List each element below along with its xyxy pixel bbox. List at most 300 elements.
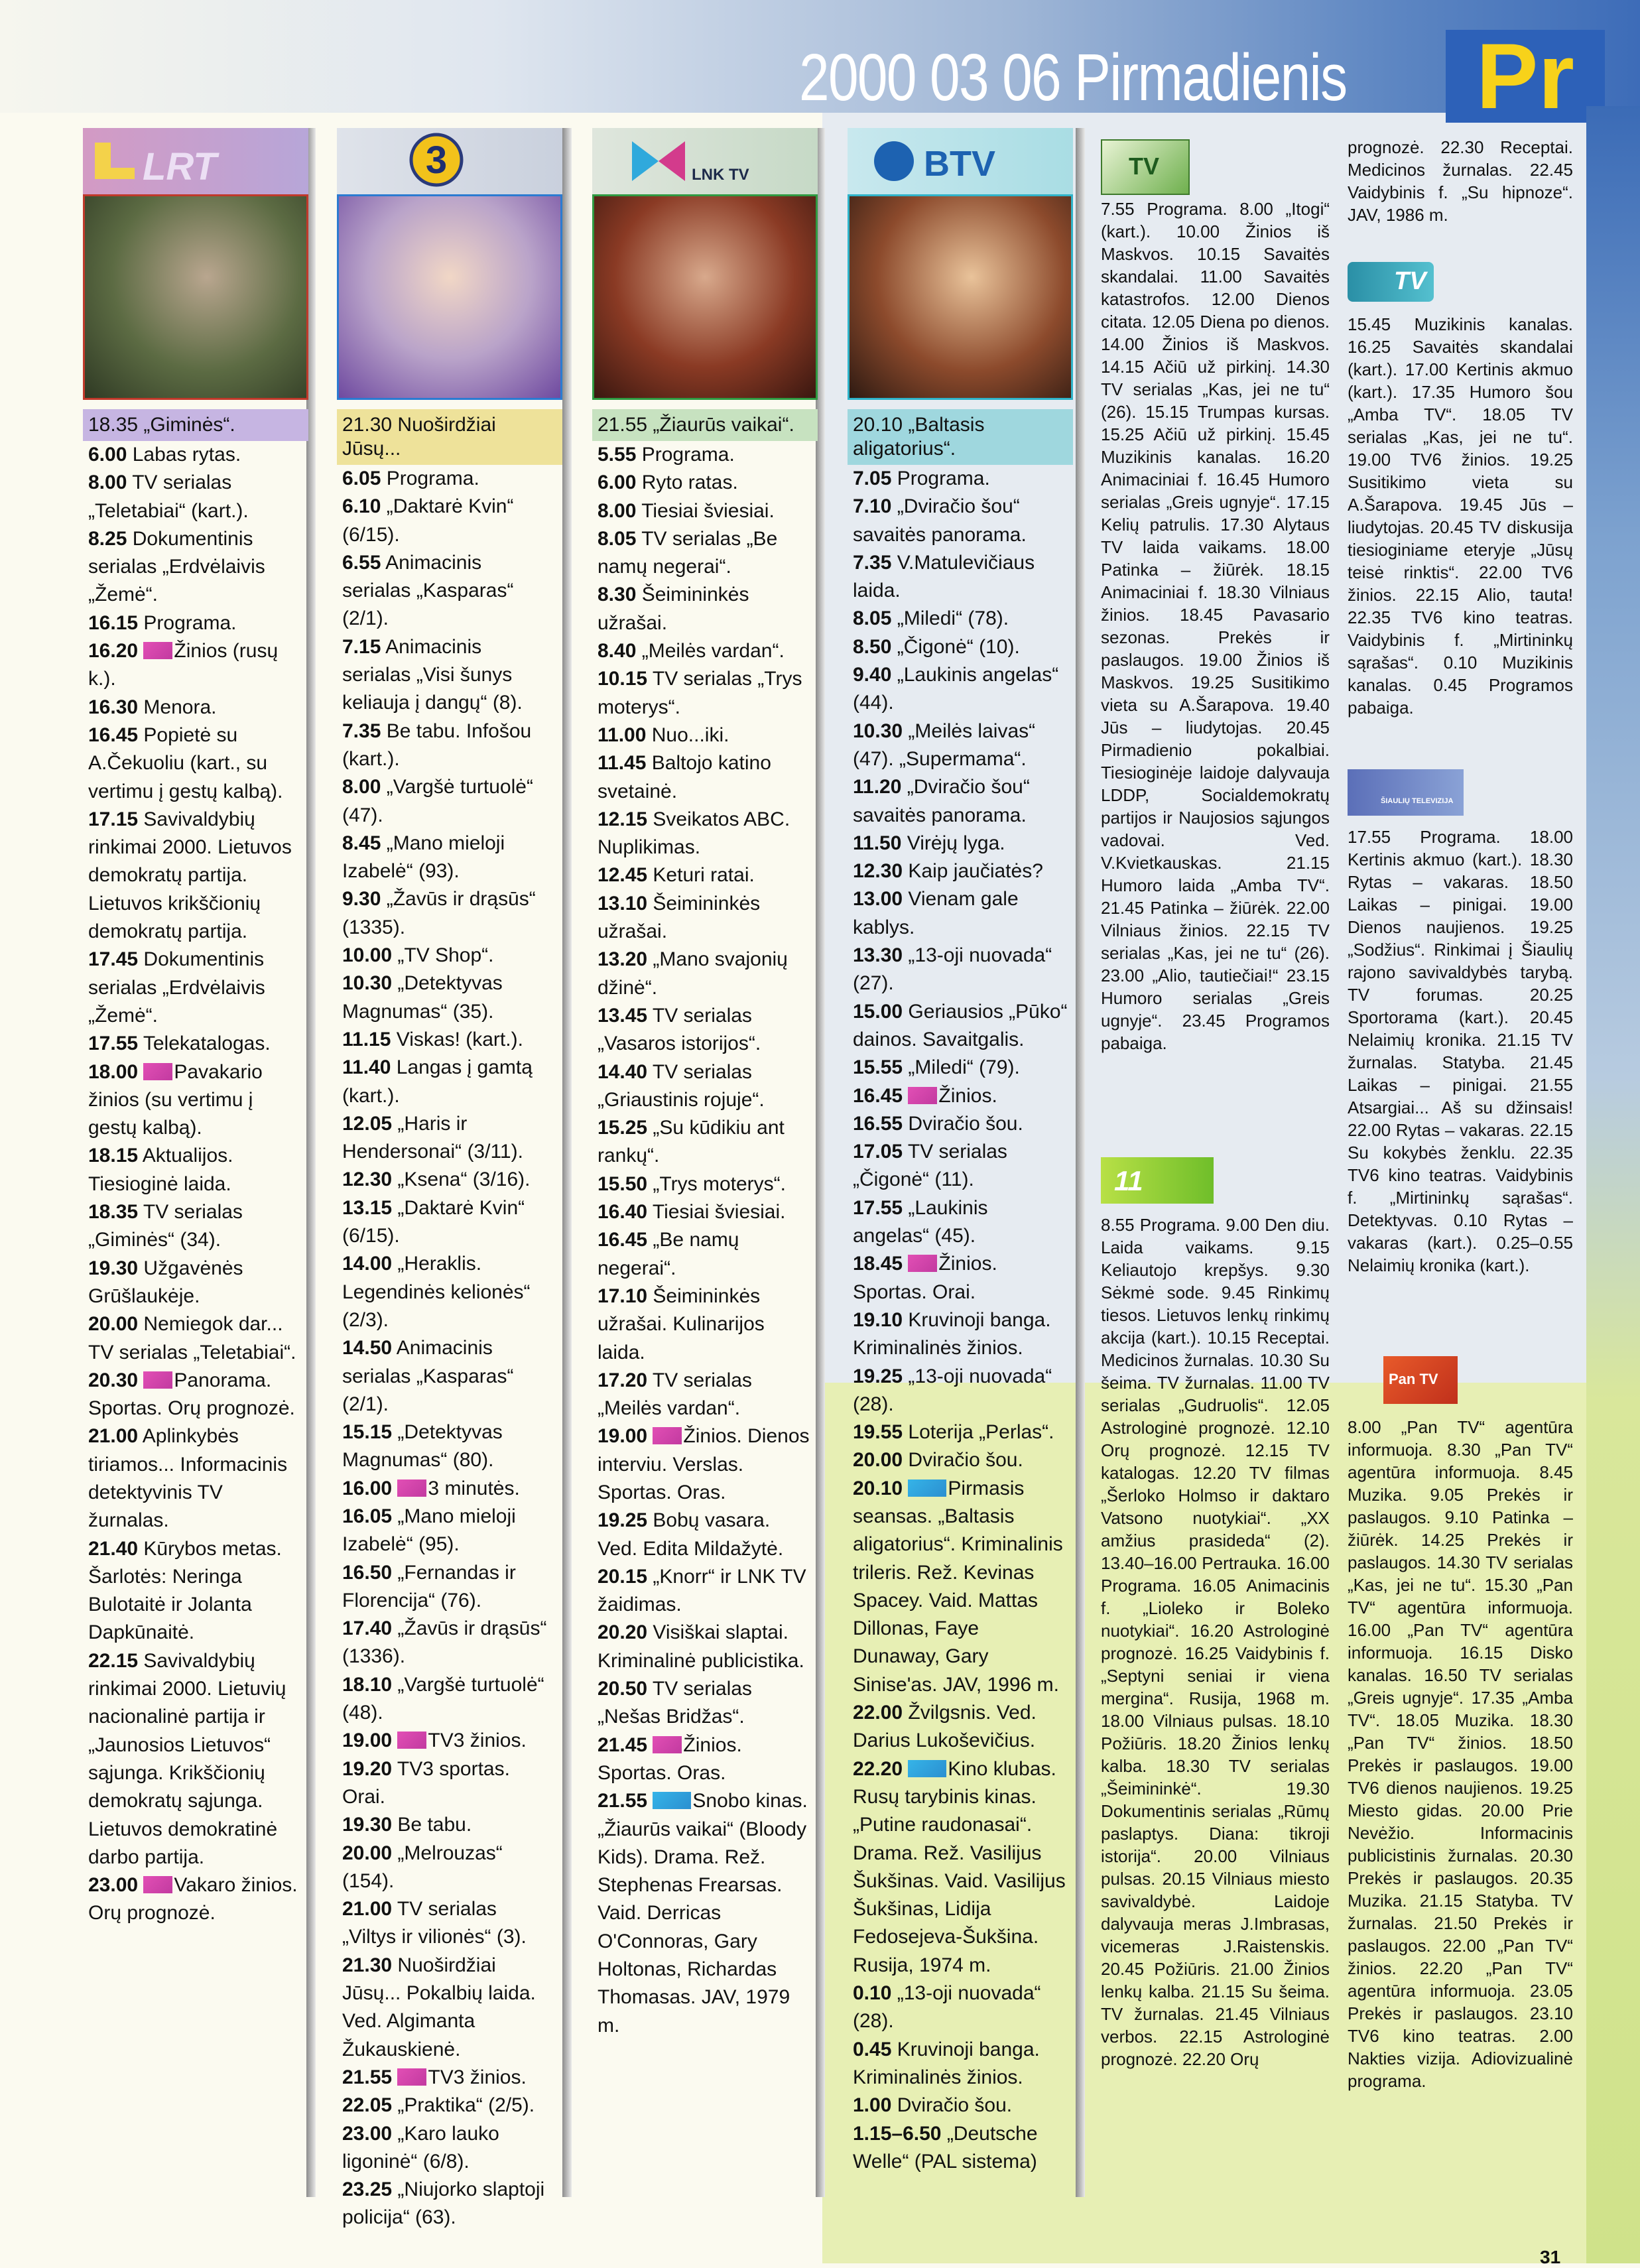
- program-item: [598, 497, 810, 525]
- program-title: Žinios. Sportas. Orai.: [853, 1253, 997, 1303]
- ar-tv-schedule: 15.45 Muzikinis kanalas. 16.25 Savaitės skandalai (kart.). 17.00 Kertinis akmuo (kart.). 17.35 Humoro šou „Amba TV“. 18.05 TV serialas „Kas, jei ne tu“. 19.00 TV6 žinios. 19.25 Susitikimo vieta su A.Šarapova. 19.45 Jūs – liudytojas. 20.45 TV diskusija tiesioginiame eteryje „Jūsų teisė rinktis“. 22.00 TV6 žinios. 22.15 Alio, tauta! 22.35 TV6 kino teatras. Vaidybinis f. „Mirtininkų sąrašas“. 0.10 Muzikinis kanalas. 0.45 Programos pabaiga.: [1348, 314, 1573, 718]
- program-title: Šeimininkės užrašai.: [598, 584, 749, 634]
- page-number: 31: [1540, 2247, 1561, 2267]
- program-item: [598, 665, 810, 722]
- program-title: TV serialas „Griaustinis rojuje“.: [598, 1060, 765, 1111]
- program-time: 11.20: [853, 776, 902, 798]
- tv-news-icon: [908, 1255, 937, 1272]
- photo-caption: 21.30 Nuoširdžiai Jūsų...: [337, 409, 562, 465]
- program-item: [853, 2120, 1069, 2176]
- program-item: [342, 1727, 555, 1755]
- program-item: [342, 465, 555, 493]
- program-title: „Detektyvas Magnumas“ (80).: [342, 1421, 503, 1472]
- channel-column-lnk: [592, 128, 814, 2040]
- program-item: [88, 1058, 301, 1143]
- program-time: 22.00: [853, 1702, 903, 1724]
- column-divider: [562, 128, 572, 2197]
- program-time: 21.00: [342, 1898, 393, 1921]
- program-time: 19.10: [853, 1308, 903, 1331]
- program-photo: [337, 194, 562, 400]
- program-title: „TV Shop“.: [397, 944, 494, 967]
- program-time: 8.45: [342, 832, 381, 854]
- program-time: 21.55: [598, 1790, 648, 1812]
- program-time: 22.20: [853, 1757, 903, 1780]
- program-title: Žinios (rusų k.).: [88, 640, 279, 690]
- program-item: [342, 549, 555, 633]
- program-time: 8.00: [88, 472, 127, 494]
- channel-column-btv: [848, 128, 1073, 2176]
- program-title: Snobo kinas. „Žiaurūs vaikai“ (Bloody Kids). Drama. Rež. Stephenas Frearsas. Vaid. Derricas O'Connoras, Gary Holtonas, Richardas Thomasas. JAV, 1979 m.: [598, 1790, 808, 2037]
- program-time: 16.00: [342, 1477, 393, 1499]
- program-item: [598, 1732, 810, 1788]
- program-title: Nuo...iki.: [651, 724, 729, 746]
- program-title: „Deutsche Welle“ (PAL sistema): [853, 2122, 1038, 2173]
- program-item: [598, 1367, 810, 1423]
- program-time: 22.05: [342, 2094, 393, 2117]
- program-item: [342, 718, 555, 774]
- program-item: [853, 1082, 1069, 1110]
- program-title: TV serialas „Čigonė“ (11).: [853, 1141, 1007, 1191]
- program-time: 8.30: [598, 584, 637, 606]
- program-item: [342, 1418, 555, 1475]
- program-item: [853, 1418, 1069, 1446]
- channel-column-lrt: [83, 128, 305, 1928]
- program-title: „Meilės laivas“ (47). „Supermama“.: [853, 720, 1036, 770]
- svg-text:LRT: LRT: [143, 145, 217, 188]
- pan-tv-logo: Pan TV: [1383, 1356, 1458, 1404]
- tv-news-icon: [908, 1087, 937, 1104]
- program-title: Tiesiai šviesiai.: [641, 499, 775, 522]
- program-time: 15.50: [598, 1172, 648, 1195]
- program-time: 16.40: [598, 1201, 648, 1224]
- program-item: [88, 525, 301, 609]
- program-title: Geriausios „Pūko“ dainos. Savaitgalis.: [853, 1000, 1068, 1050]
- program-time: 17.55: [88, 1033, 139, 1055]
- tv11-schedule: 8.55 Programa. 9.00 Den diu. Laida vaikams. 9.15 Keliautojo krepšys. 9.30 Sėkmė sode. 9.45 Rinkimų tiesos. Lietuvos lenkų rinkimų akcija (kart.). 10.15 Receptai. Medicinos žurnalas. 10.30 Su šeima. TV žurnalas. 11.00 TV serialas „Gudruolis“. 12.05 Astrologinė prognozė. 12.10 Orų prognozė. 12.15 TV katalogas. 12.20 TV filmas „Šerloko Holmso ir daktaro Vatsono nuotykiai“. „XX amžius prasideda“ (2). 13.40–16.00 Pertrauka. 16.00 Programa. 16.05 Animacinis f. „Lioleko ir Boleko nuotykiai“. 16.20 Astrologinė prognozė. 16.25 Vaidybinis f. „Septyni seniai ir viena mergina“. Rusija, 1968 m. 18.00 Vilniaus pulsas. 18.10 Požiūris. 18.20 Žinios lenkų kalba. 18.30 TV serialas „Šeimininkė“. 19.30 Dokumentinis serialas „Rūmų paslaptys. Diana: tikroji istorija“. 20.00 Vilniaus pulsas. 20.15 Vilniaus miesto savivaldybė. Laidoje dalyvauja meras J.Imbrasas, vicemeras J.Raistenskis. 20.45 Požiūris. 21.00 Žinios lenkų kalba. 21.15 Su šeima. TV žurnalas. 21.45 Vilniaus verbos. 22.15 Astrologinė prognozė. 22.20 Orų: [1101, 1215, 1330, 2069]
- program-item: [598, 637, 810, 665]
- photo-caption: 20.10 „Baltasis aligatorius“.: [848, 409, 1073, 465]
- program-title: Be tabu. Infošou (kart.).: [342, 720, 532, 770]
- program-item: [342, 2120, 555, 2176]
- program-title: Dokumentinis serialas „Erdvėlaivis „Žemė“.: [88, 948, 265, 1027]
- program-title: „Dviračio šou“ savaitės panorama.: [853, 495, 1027, 546]
- program-title: TV serialas „Teletabiai“ (kart.).: [88, 472, 249, 522]
- program-item: [342, 1194, 555, 1251]
- program-item: [598, 1675, 810, 1732]
- program-item: [598, 1198, 810, 1226]
- program-time: 13.15: [342, 1196, 393, 1219]
- program-time: 8.00: [598, 499, 637, 522]
- program-item: [342, 1615, 555, 1671]
- program-time: 20.00: [853, 1449, 903, 1472]
- program-item: [342, 830, 555, 886]
- program-title: Panorama. Sportas. Orų prognozė.: [88, 1369, 295, 1420]
- program-item: [88, 722, 301, 806]
- program-item: [853, 998, 1069, 1054]
- program-time: 19.30: [88, 1257, 139, 1279]
- program-time: 18.15: [88, 1145, 139, 1167]
- program-time: 17.45: [88, 948, 139, 971]
- program-time: 16.50: [342, 1561, 393, 1584]
- program-item: [342, 1559, 555, 1615]
- program-item: [853, 1980, 1069, 2036]
- program-title: Animacinis serialas „Visi šunys keliauja į dangų“ (8).: [342, 635, 523, 714]
- program-time: 20.00: [88, 1313, 139, 1336]
- pan-tv-schedule: 8.00 „Pan TV“ agentūra informuoja. 8.30 „Pan TV“ agentūra informuoja. 8.45 Muzika. 9.05 Prekės ir paslaugos. 9.10 Patinka – žiūrėk. 14.25 Prekės ir paslaugos. 14.30 TV serialas „Kas, jei ne tu“. 15.30 „Pan TV“ agentūra informuoja. 16.00 „Pan TV“ agentūra informuoja. 16.15 Disko kanalas. 16.50 TV serialas „Greis ugnyje“. 17.35 „Amba TV“. 18.05 Muzika. 18.30 „Pan TV“ žinios. 18.50 Prekės ir paslaugos. 19.00 TV6 dienos naujienos. 19.25 Miesto gidas. 20.00 Prie Nevėžio. Informacinis publicistinis žurnalas. 20.30 Prekės ir paslaugos. 20.35 Muzika. 21.15 Statyba. TV žurnalas. 21.50 Prekės ir paslaugos. 22.00 „Pan TV“ žinios. 22.20 „Pan TV“ agentūra informuoja. 23.05 Prekės ir paslaugos. 23.10 TV6 kino teatras. 2.00 Nakties vizija. Adiovizualinė programa.: [1348, 1417, 1573, 2091]
- program-time: 14.50: [342, 1337, 393, 1359]
- program-title: „Fernandas ir Florencija“ (76).: [342, 1561, 516, 1611]
- program-time: 11.00: [598, 724, 647, 746]
- program-time: 0.10: [853, 1982, 892, 2005]
- program-time: 12.15: [598, 808, 648, 830]
- program-title: TV serialas „Trys moterys“.: [598, 668, 802, 718]
- program-item: [853, 1475, 1069, 1699]
- program-time: 23.00: [342, 2122, 393, 2145]
- program-time: 15.55: [853, 1056, 903, 1079]
- program-title: Žinios.: [938, 1084, 997, 1107]
- program-title: Labas rytas.: [132, 444, 241, 466]
- program-time: 20.50: [598, 1678, 648, 1700]
- program-time: 23.25: [342, 2178, 393, 2201]
- lnk-logo: [592, 128, 818, 194]
- program-item: [88, 637, 301, 694]
- program-title: Popietė su A.Čekuoliu (kart., su vertimu į gestų kalbą).: [88, 724, 283, 802]
- program-title: Kūrybos metas. Šarlotės: Neringa Bulotaitė ir Jolanta Dapkūnaitė.: [88, 1537, 282, 1644]
- program-title: 3 minutės.: [428, 1477, 520, 1499]
- program-time: 9.30: [342, 888, 381, 911]
- program-title: Dviračio šou.: [908, 1112, 1023, 1135]
- program-time: 13.45: [598, 1004, 648, 1027]
- program-time: 19.00: [342, 1730, 393, 1752]
- program-time: 7.05: [853, 468, 892, 489]
- program-item: [88, 1367, 301, 1423]
- program-time: 18.10: [342, 1673, 393, 1696]
- program-time: 21.45: [598, 1733, 648, 1756]
- program-item: [598, 1619, 810, 1675]
- program-title: Pavakario žinios (su vertimu į gestų kalbą).: [88, 1060, 263, 1139]
- program-title: Ryto ratas.: [641, 472, 738, 494]
- program-time: 8.05: [598, 527, 637, 550]
- program-time: 6.00: [598, 472, 637, 494]
- svg-text:LNK TV: LNK TV: [692, 166, 749, 184]
- siauliu-tv-logo: ŠIAULIŲ TELEVIZIJA: [1348, 769, 1464, 816]
- program-item: [853, 1363, 1069, 1419]
- program-time: 5.55: [598, 444, 637, 466]
- program-time: 17.20: [598, 1369, 648, 1391]
- program-time: 9.40: [853, 664, 892, 686]
- program-time: 6.00: [88, 444, 127, 466]
- program-title: „13-oji nuovada“ (28).: [853, 1982, 1041, 2033]
- program-time: 7.15: [342, 635, 381, 658]
- program-item: [598, 1226, 810, 1283]
- program-item: [853, 1306, 1069, 1363]
- program-time: 13.20: [598, 948, 648, 971]
- program-item: [853, 1054, 1069, 1082]
- program-time: 6.05: [342, 468, 381, 489]
- tv-news-icon: [143, 1876, 172, 1893]
- tv-news-icon: [653, 1736, 682, 1753]
- program-time: 21.00: [88, 1425, 139, 1448]
- program-item: [853, 633, 1069, 661]
- program-time: 8.05: [853, 607, 892, 630]
- tv-news-icon: [397, 1480, 426, 1497]
- program-time: 7.35: [853, 551, 892, 574]
- program-item: [853, 718, 1069, 774]
- program-time: 20.00: [342, 1842, 393, 1864]
- photo-caption: 18.35 „Giminės“.: [83, 409, 308, 441]
- program-time: 11.15: [342, 1028, 391, 1050]
- program-item: [598, 890, 810, 946]
- program-title: „Mano mieloji Izabelė“ (95).: [342, 1505, 516, 1556]
- program-item: [598, 861, 810, 889]
- program-item: [853, 942, 1069, 998]
- program-title: Nuoširdžiai Jūsų... Pokalbių laida. Ved. Algimanta Žukauskienė.: [342, 1954, 536, 2060]
- program-title: „13-oji nuovada“ (27).: [853, 944, 1052, 995]
- program-item: [853, 1699, 1069, 1755]
- program-item: [88, 1030, 301, 1058]
- ar-tv-logo: TV: [1348, 262, 1434, 302]
- program-item: [853, 1250, 1069, 1306]
- program-title: Savivaldybių rinkimai 2000. Lietuvos demokratų partija. Lietuvos krikščionių demokratų partija.: [88, 808, 292, 943]
- program-time: 17.40: [342, 1617, 393, 1640]
- siauliu-tv-schedule: 17.55 Programa. 18.00 Kertinis akmuo (kart.). 18.30 Rytas – vakaras. 18.50 Laikas – pinigai. 19.00 Dienos naujienos. 19.25 „Sodžius“. Rinkimai į Šiaulių rajono savivaldybės tarybą. TV forumas. 20.25 Sportorama (kart.). 20.45 Nelaimių kronika. 21.15 TV žurnalas. Statyba. 21.45 Laikas – pinigai. 21.55 Atsargiai... Aš su džinsais! 22.00 Rytas – vakaras. 22.15 Su kokybės ženklu. 22.35 TV6 kino teatras. Vaidybinis f. „Mirtininkų sąrašas“. Detektyvas. 0.10 Rytas – vakaras (kart.). 0.25–0.55 Nelaimių kronika (kart.).: [1348, 827, 1573, 1275]
- program-title: Bobų vasara. Ved. Edita Mildažytė.: [598, 1509, 784, 1560]
- column-divider: [1076, 128, 1085, 2197]
- program-time: 7.10: [853, 495, 892, 518]
- program-item: [342, 1840, 555, 1896]
- program-time: 8.00: [342, 776, 381, 798]
- program-time: 10.15: [598, 668, 648, 690]
- program-title: Dviračio šou.: [908, 1449, 1023, 1472]
- program-time: 19.00: [598, 1425, 648, 1448]
- program-time: 18.45: [853, 1253, 903, 1275]
- program-item: [342, 1475, 555, 1503]
- program-title: „Knorr“ ir LNK TV žaidimas.: [598, 1565, 806, 1616]
- program-photo: [83, 194, 308, 400]
- program-time: 20.15: [598, 1565, 648, 1588]
- program-item: [88, 1255, 301, 1311]
- program-title: Sveikatos ABC. Nuplikimas.: [598, 808, 790, 859]
- program-title: Animacinis serialas „Kasparas“ (2/1).: [342, 1337, 514, 1415]
- program-item: [88, 1422, 301, 1535]
- btv-logo: [848, 128, 1073, 194]
- program-item: [853, 549, 1069, 605]
- program-item: [342, 2092, 555, 2119]
- program-time: 6.10: [342, 495, 381, 518]
- program-title: Aplinkybės tiriamos... Informacinis detektyvinis TV žurnalas.: [88, 1425, 288, 1532]
- program-time: 8.25: [88, 527, 127, 550]
- program-item: [853, 1194, 1069, 1251]
- program-item: [88, 609, 301, 637]
- program-title: „Ksena“ (3/16).: [397, 1168, 531, 1191]
- program-title: „Niujorko slaptoji policija“ (63).: [342, 2178, 545, 2229]
- program-item: [342, 1334, 555, 1418]
- program-list: [848, 465, 1073, 2176]
- program-item: [598, 1170, 810, 1198]
- lnk-logo-icon: [592, 128, 818, 194]
- program-item: [342, 2064, 555, 2092]
- tv-news-icon: [143, 1371, 172, 1389]
- program-time: 18.00: [88, 1060, 139, 1083]
- program-item: [342, 885, 555, 942]
- program-item: [88, 806, 301, 946]
- program-title: TV serialas „Viltys ir vilionės“ (3).: [342, 1898, 527, 1948]
- program-title: „Žavūs ir drąsūs“ (1336).: [342, 1617, 547, 1668]
- program-item: [88, 694, 301, 722]
- program-title: „Be namų negerai“.: [598, 1229, 739, 1279]
- program-item: [342, 1671, 555, 1728]
- program-time: 1.15–6.50: [853, 2122, 942, 2145]
- program-title: TV serialas „Meilės vardan“.: [598, 1369, 752, 1420]
- program-time: 16.20: [88, 640, 139, 662]
- program-item: [853, 857, 1069, 885]
- program-title: „Laukinis angelas“ (44).: [853, 664, 1059, 714]
- program-title: Baltojo katino svetainė.: [598, 752, 771, 802]
- program-title: Telekatalogas.: [143, 1033, 271, 1055]
- program-time: 11.40: [342, 1056, 391, 1079]
- program-title: Dviračio šou.: [897, 2094, 1013, 2117]
- program-item: [598, 946, 810, 1002]
- program-time: 20.20: [598, 1621, 648, 1644]
- program-title: TV serialas „Vasaros istorijos“.: [598, 1004, 761, 1055]
- program-list: [83, 441, 305, 1928]
- program-item: [598, 1563, 810, 1619]
- program-time: 15.00: [853, 1000, 903, 1023]
- program-list: [337, 465, 559, 2232]
- tv-news-icon: [653, 1427, 682, 1444]
- program-item: [853, 465, 1069, 493]
- program-title: Animacinis serialas „Kasparas“ (2/1).: [342, 551, 514, 630]
- program-title: Keturi ratai.: [653, 864, 755, 887]
- program-item: [598, 806, 810, 862]
- program-item: [88, 1647, 301, 1871]
- program-time: 16.45: [853, 1084, 903, 1107]
- tv3-logo: [337, 128, 562, 194]
- program-item: [88, 1198, 301, 1255]
- btv-logo-icon: [848, 128, 1073, 194]
- program-time: 11.45: [598, 752, 647, 775]
- program-time: 16.05: [342, 1505, 393, 1527]
- program-item: [853, 885, 1069, 942]
- program-item: [853, 493, 1069, 549]
- tv11-schedule-continued: prognozė. 22.30 Receptai. Medicinos žurnalas. 22.45 Vaidybinis f. „Su hipnoze“. JAV, 1986 m.: [1348, 137, 1573, 225]
- program-time: 23.00: [88, 1874, 139, 1897]
- program-title: „Mano mieloji Izabelė“ (93).: [342, 832, 505, 883]
- photo-caption: 21.55 „Žiaurūs vaikai“.: [592, 409, 818, 441]
- program-item: [598, 1283, 810, 1367]
- program-item: [853, 830, 1069, 857]
- date-title: 2000 03 06 Pirmadienis: [799, 40, 1347, 115]
- program-time: 16.30: [88, 696, 139, 718]
- program-time: 16.45: [88, 724, 139, 746]
- program-item: [598, 469, 810, 497]
- program-title: Savivaldybių rinkimai 2000. Lietuvių nacionalinė partija ir „Jaunosios Lietuvos“ sąjunga. Krikščionių demokratų sąjunga. Lietuvos demokratinė darbo partija.: [88, 1649, 286, 1868]
- program-title: TV serialas „Be namų negerai“.: [598, 527, 778, 578]
- program-photo: [592, 194, 818, 400]
- program-time: 13.00: [853, 888, 903, 911]
- program-item: [853, 661, 1069, 718]
- program-item: [853, 1110, 1069, 1138]
- program-item: [853, 1446, 1069, 1474]
- program-title: TV3 sportas. Orai.: [342, 1757, 510, 1808]
- program-time: 17.15: [88, 808, 139, 830]
- program-title: Kino klubas. Rusų tarybinis kinas. „Putine raudonasai“. Drama. Rež. Vasilijus Šukšinas. Vaid. Vasilijus Šukšinas, Lidija Fedosejeva-Šukšina. Rusija, 1974 m.: [853, 1757, 1066, 1976]
- program-item: [598, 525, 810, 582]
- program-item: [88, 1535, 301, 1647]
- program-title: Šeimininkės užrašai. Kulinarijos laida.: [598, 1285, 765, 1363]
- program-item: [342, 1755, 555, 1812]
- program-item: [598, 1114, 810, 1170]
- program-item: [598, 1507, 810, 1563]
- program-time: 12.30: [853, 860, 903, 883]
- program-item: [342, 1952, 555, 2064]
- program-time: 19.25: [853, 1365, 903, 1387]
- program-item: [342, 1503, 555, 1559]
- program-item: [342, 1895, 555, 1952]
- program-title: Menora.: [143, 696, 217, 718]
- program-item: [853, 773, 1069, 830]
- program-title: Virėjų lyga.: [907, 832, 1005, 854]
- program-time: 14.40: [598, 1060, 648, 1083]
- program-title: „Haris ir Hendersonai“ (3/11).: [342, 1112, 523, 1163]
- program-time: 20.30: [88, 1369, 139, 1391]
- vilniaus-tv-logo: TV: [1101, 139, 1190, 195]
- film-icon: [908, 1760, 946, 1777]
- program-time: 14.00: [342, 1253, 393, 1275]
- program-title: „Melrouzas“ (154).: [342, 1842, 503, 1892]
- lrt-logo-icon: [83, 128, 308, 194]
- section-logo: Pr: [1446, 30, 1605, 123]
- program-item: [598, 722, 810, 749]
- tv-news-icon: [143, 1063, 172, 1080]
- program-item: [598, 1002, 810, 1058]
- program-title: Vienam gale kablys.: [853, 888, 1019, 938]
- program-time: 17.55: [853, 1196, 903, 1219]
- program-title: Loterija „Perlas“.: [908, 1421, 1054, 1444]
- program-item: [88, 946, 301, 1030]
- program-title: „Trys moterys“.: [653, 1172, 786, 1195]
- program-title: Žvilgsnis. Ved. Darius Lukoševičius.: [853, 1702, 1037, 1752]
- program-title: Programa.: [897, 468, 990, 489]
- page-header: [0, 0, 1640, 128]
- program-time: 11.50: [853, 832, 902, 854]
- program-time: 10.30: [342, 972, 393, 995]
- program-item: [88, 441, 301, 469]
- program-title: „Laukinis angelas“ (45).: [853, 1196, 988, 1247]
- program-title: „Praktika“ (2/5).: [397, 2094, 535, 2117]
- program-time: 21.55: [342, 2066, 393, 2088]
- program-title: „Daktarė Kvin“ (6/15).: [342, 1196, 525, 1247]
- program-title: „Daktarė Kvin“ (6/15).: [342, 495, 514, 546]
- program-time: 12.30: [342, 1168, 393, 1191]
- program-item: [598, 1787, 810, 2040]
- program-title: Tiesiai šviesiai.: [652, 1201, 786, 1224]
- program-item: [342, 773, 555, 830]
- svg-text:BTV: BTV: [924, 144, 995, 184]
- program-title: TV3 žinios.: [428, 1730, 527, 1752]
- program-time: 16.15: [88, 611, 139, 634]
- program-time: 15.15: [342, 1421, 393, 1444]
- side-stripe: [1586, 106, 1640, 2263]
- program-title: „Vargšė turtuolė“ (48).: [342, 1673, 544, 1724]
- program-time: 7.35: [342, 720, 381, 742]
- program-time: 17.10: [598, 1285, 648, 1307]
- channel-column-tv3: [337, 128, 559, 2232]
- program-title: Programa.: [143, 611, 237, 634]
- program-time: 10.00: [342, 944, 393, 967]
- film-icon: [653, 1792, 691, 1809]
- program-title: Kruvinoji banga. Kriminalinės žinios.: [853, 1308, 1051, 1359]
